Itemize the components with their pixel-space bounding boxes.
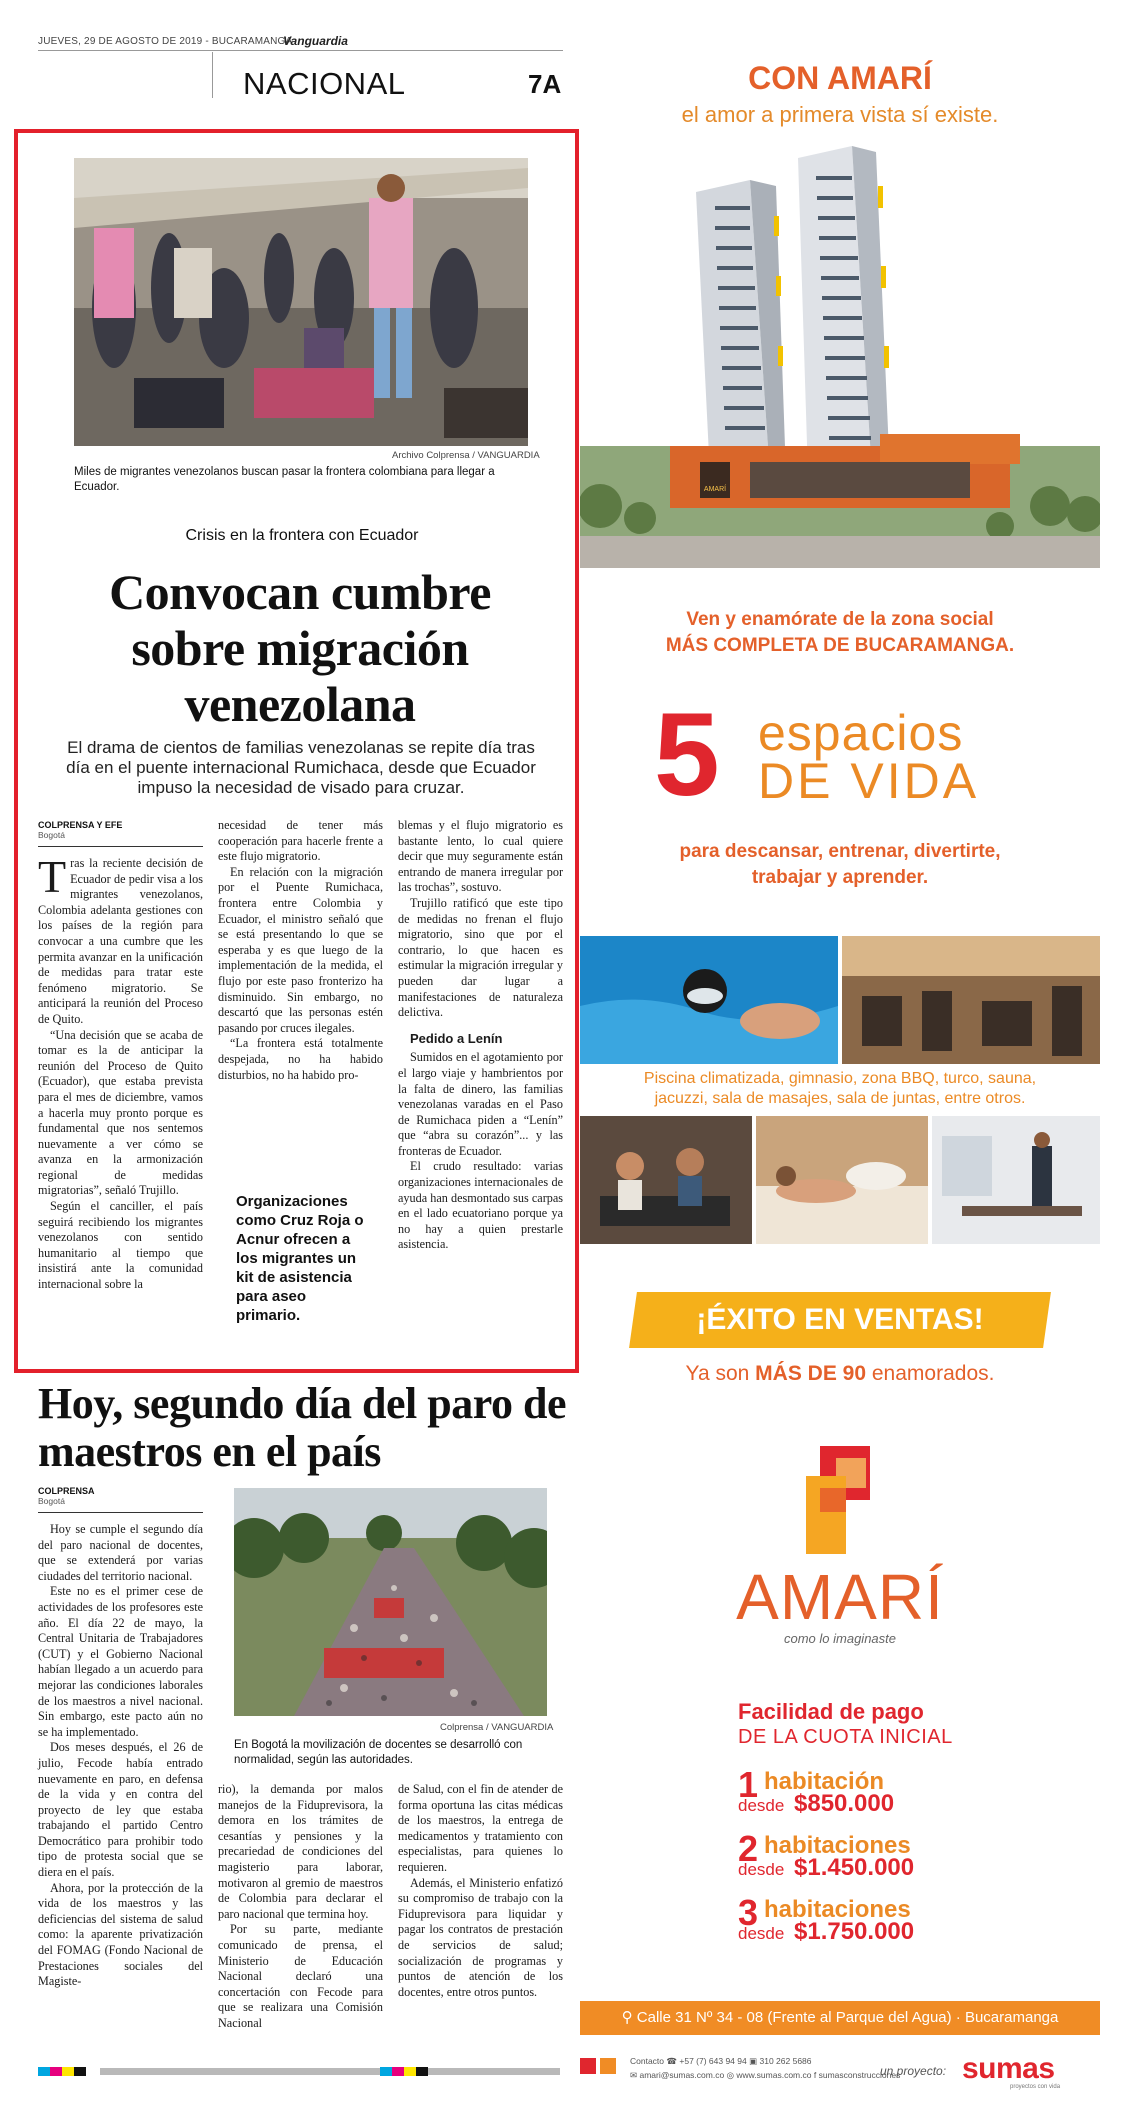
migrants-photo: [74, 158, 528, 446]
gym-photo: [842, 936, 1100, 1064]
building-render: [580, 146, 1100, 568]
paragraph: Hoy se cumple el segundo día del paro nacional de docentes, que se extenderá por varias ciudades del territorio nacional.: [38, 1522, 203, 1583]
cmyk-swatch: [404, 2067, 416, 2076]
location-pin-icon: ⚲: [621, 2009, 637, 2026]
paragraph: Tras la reciente decisión de Ecuador de pedir visa a los migrantes venezolanos, Colombia adelanta gestiones con los países de la región para convocar a una cumbre que les permita avanzar en la unificación de medidas para tratar este fenómeno migratorio. Se anticipará la reunión del Proceso de Quito.: [38, 851, 203, 1026]
teachers-march-photo: [234, 1488, 547, 1716]
byline: [38, 820, 122, 840]
article2-column-1: [38, 1522, 203, 1990]
photo-caption: En Bogotá la movilización de docentes se desarrolló con normalidad, según las autoridades.: [234, 1739, 523, 1766]
paragraph: necesidad de tener más cooperación para hacerle frente a este flujo migratorio.: [218, 818, 383, 864]
payment-subheading: DE LA CUOTA INICIAL: [738, 1726, 953, 1748]
kicker: Crisis en la frontera con Ecuador: [185, 527, 419, 544]
byline-place: Bogotá: [38, 1496, 65, 1506]
brand-square-icon: [580, 2058, 596, 2074]
article-column-3: [398, 818, 563, 1253]
article-column-1: [38, 851, 203, 1293]
amenities-list: Piscina climatizada, gimnasio, zona BBQ, turco, sauna, jacuzzi, sala de masajes, sala de juntas, entre otros.: [643, 1070, 1037, 1107]
drop-cap: T: [38, 851, 67, 902]
bbq-photo: [580, 1116, 752, 1244]
paragraph: Trujillo ratificó que este tipo de medidas no frenan el flujo migratorio, sino que por el contrario, lo que hacen es estimular la migración irregular y pueden dar lugar a manifestaciones de naturaleza delictiva.: [398, 895, 563, 1020]
cmyk-swatch: [38, 2067, 50, 2076]
page-number: 7A: [528, 69, 562, 99]
mail-icon: ✉: [630, 2070, 638, 2080]
amari-wordmark: AMARÍ: [736, 1561, 944, 1633]
header-divider: [212, 52, 213, 98]
five-number: 5: [654, 689, 720, 821]
photo-credit: Colprensa / VANGUARDIA: [440, 1722, 554, 1733]
facebook-icon: f: [813, 2070, 817, 2080]
paragraph: El crudo resultado: varias organizaciones internacionales de ayuda han desmontado sus carpas en el lado ecuatoriano porque ya no hay a quien prestarle asistencia.: [398, 1159, 563, 1252]
paragraph: Sumidos en el agotamiento por el largo viaje y hambrientos por la falta de dinero, las familias venezolanas varadas en el Paso de Rumichaca piden a “Lenín” que “abra su corazón”... y las fronteras de Ecuador.: [398, 1050, 563, 1158]
cmyk-swatch: [392, 2067, 404, 2076]
cmyk-swatch: [50, 2067, 62, 2076]
paragraph: Ahora, por la protección de la vida de los maestros y las deficiencias del sistema de salud como: la aparente privatización del FOMAG (Fondo Nacional de Prestaciones sociales del Magiste-: [38, 1880, 203, 1989]
spa-photo: [756, 1116, 928, 1244]
print-registration-bar: [100, 2068, 560, 2075]
article-column-2: [218, 818, 383, 1083]
brand-square-icon: [600, 2058, 616, 2074]
meeting-room-photo: [932, 1116, 1100, 1244]
pull-quote: Organizaciones como Cruz Roja o Acnur ofrecen a los migrantes un kit de asistencia para aseo primario.: [236, 1193, 364, 1324]
cmyk-swatch: [380, 2067, 392, 2076]
paragraph: blemas y el flujo migratorio es bastante lento, lo cual quiere decir que muy seguramente están entrando de manera irregular por las trochas”, sostuvo.: [398, 818, 563, 895]
byline-place: Bogotá: [38, 830, 65, 840]
cmyk-swatch: [74, 2067, 86, 2076]
photo-caption: Miles de migrantes venezolanos buscan pasar la frontera colombiana para llegar a Ecuador.: [74, 466, 495, 493]
paragraph: En relación con la migración por el Puente Rumichaca, frontera entre Colombia y Ecuador, el ministro señaló que se está presentando lo que se esperaba y es que luego de la implementación de la medida, el flujo por este paso fronterizo ha disminuido. Sin embargo, no descartó que las personas estén pasando por cruces ilegales.: [218, 864, 383, 1035]
article2-byline: [38, 1486, 95, 1506]
contact-info: Contacto ☎ +57 (7) 643 94 94 ▣ 310 262 5686 ✉ amari@sumas.com.co ◎ www.sumas.com.co f sumasconstrucciones: [630, 2056, 901, 2080]
article-deck: El drama de cientos de familias venezolanas se repite día tras día en el puente internacional Rumichaca, desde que Ecuador impuso la necesidad de visado para cruzar.: [66, 738, 536, 797]
amari-advertisement: CON AMARÍ el amor a primera vista sí existe. AMARÍ Ven y enamórate de la zona social MÁS COMPLETA DE BUCARAMANGA. 5 espacios DE VIDA para descansar, entrenar, divertirte, trabajar y aprender. Piscina climatizada, gimnasio, zona BBQ, turco, sauna, jacuzzi, sala de masajes, sala de juntas, entre otros. ¡ÉXITO EN VENTAS! Ya son MÁS DE 90 enamorados. AMARÍ como lo imaginaste Facilidad de pago DE LA CUOTA INICIAL 1 habitación desde $850.000 2 habitaciones desde $1.450.000 3 habitaciones desde $1.750.000 ⚲ Calle 31 Nº 34 - 08 (Frente al Parque del Agua) · Bucaramanga Contacto ☎ +57 (7) 643 94 94 ▣ 310 262 5686 ✉ amari@sumas.com.co ◎ www.sumas.com.co f sumasconstrucciones un proyecto: sumas proyectos con vida: [580, 36, 1100, 2098]
article2-column-2: [218, 1782, 383, 2032]
project-label: un proyecto:: [880, 2064, 947, 2078]
sumas-logo: sumas: [962, 2052, 1055, 2085]
byline-rule: [38, 846, 203, 847]
paragraph: “La frontera está totalmente despejada, no ha habido disturbios, no ha habido pro-: [218, 1036, 383, 1082]
article2-column-3: [398, 1782, 563, 2000]
address-bar: ⚲ Calle 31 Nº 34 - 08 (Frente al Parque del Agua) · Bucaramanga: [580, 2001, 1100, 2035]
amari-logo-icon: [800, 1446, 880, 1556]
web-icon: ◎: [726, 2070, 734, 2080]
ad-subtitle: el amor a primera vista sí existe.: [681, 102, 999, 127]
paragraph: Dos meses después, el 26 de julio, Fecode había entrado nuevamente en paro, en defensa de la vida y en contra del proyecto de ley que estaba trabajando el partido Centro Democrático para prohibir todo tipo de protesta social que se diera en el país.: [38, 1740, 203, 1880]
sales-success-banner: ¡ÉXITO EN VENTAS!: [629, 1292, 1051, 1348]
phone-icon: ☎: [666, 2056, 677, 2066]
header-rule: [38, 50, 563, 51]
newspaper-brand: Vanguardia: [283, 34, 348, 48]
ad-tagline-1: Ven y enamórate de la zona social MÁS COMPLETA DE BUCARAMANGA.: [665, 609, 1015, 656]
byline-rule: [38, 1512, 203, 1513]
dateline: JUEVES, 29 DE AGOSTO DE 2019 - BUCARAMANGA: [38, 36, 293, 47]
article2-headline: Hoy, segundo día del paro de maestros en el país: [38, 1379, 566, 1476]
paragraph: de Salud, con el fin de atender de forma oportuna las citas médicas de los maestros, la entrega de medicamentos y tratamiento con especialistas, para quienes lo requieren.: [398, 1782, 563, 1874]
paragraph: Según el canciller, el país seguirá recibiendo los migrantes venezolanos con sentido humanitario al tiempo que insistirá ante la comunidad internacional sobre la: [38, 1199, 203, 1292]
ad-footer: [580, 2050, 1100, 2088]
sumas-tagline: proyectos con vida: [1010, 2084, 1061, 2090]
sales-count: Ya son MÁS DE 90 enamorados.: [685, 1362, 995, 1385]
article-headline: Convocan cumbre sobre migración venezolana: [109, 564, 491, 732]
espacios-label: espacios: [758, 705, 964, 761]
building-sign: AMARÍ: [703, 486, 727, 493]
paragraph: Además, el Ministerio enfatizó su compromiso de trabajo con la Fiduprevisora para liquidar y pagar los contratos de prestación de servicios de salud; socialización de programas y puntos de atención de los docentes, entre otros puntos.: [398, 1875, 563, 1999]
page-header: [38, 36, 563, 108]
byline-author: COLPRENSA Y EFE: [38, 820, 123, 830]
subheading: Pedido a Lenín: [410, 1030, 503, 1046]
ad-title: CON AMARÍ: [748, 60, 932, 96]
cmyk-swatch: [416, 2067, 428, 2076]
payment-heading: Facilidad de pago: [738, 1699, 924, 1724]
paragraph: Este no es el primer cese de actividades de los profesores este año. El día 22 de mayo, la Central Unitaria de Trabajadores (CUT) y el Gobierno Nacional habían llegado a un acuerdo para mejorar las condiciones laborales de los maestros a nivel nacional. Sin embargo, este pacto aún no se ha implementado.: [38, 1584, 203, 1739]
ad-tagline-2: para descansar, entrenar, divertirte, trabajar y aprender.: [679, 841, 1001, 888]
section-title: NACIONAL: [243, 66, 406, 101]
vida-label: DE VIDA: [758, 753, 980, 809]
paragraph: Por su parte, mediante comunicado de prensa, el Ministerio de Educación Nacional declaró una concertación con Fecode para que se realizara una Comisión Nacional: [218, 1922, 383, 2030]
mobile-icon: ▣: [749, 2056, 758, 2066]
cmyk-swatch: [62, 2067, 74, 2076]
pool-photo: [580, 936, 838, 1064]
photo-credit: Archivo Colprensa / VANGUARDIA: [392, 450, 540, 461]
byline-author: COLPRENSA: [38, 1486, 95, 1496]
paragraph: rio), la demanda por malos manejos de la Fiduprevisora, la demora en los trámites de cesantías y pensiones y la precariedad de condiciones del magisterio para laborar, motivaron al gremio de maestros de Colombia para declarar el paro nacional que termina hoy.: [218, 1782, 383, 1921]
amari-slogan: como lo imaginaste: [784, 1631, 896, 1646]
paragraph: “Una decisión que se acaba de tomar es la de anticipar la reunión del Proceso de Quito (Ecuador), que estaba prevista para el mes de diciembre, vamos a hacerla muy pronto porque es fundamental que nos sentemos nuevamente a ver cómo se avanza en la armonización regional de medidas migratorias”, señaló Trujillo.: [38, 1027, 203, 1198]
